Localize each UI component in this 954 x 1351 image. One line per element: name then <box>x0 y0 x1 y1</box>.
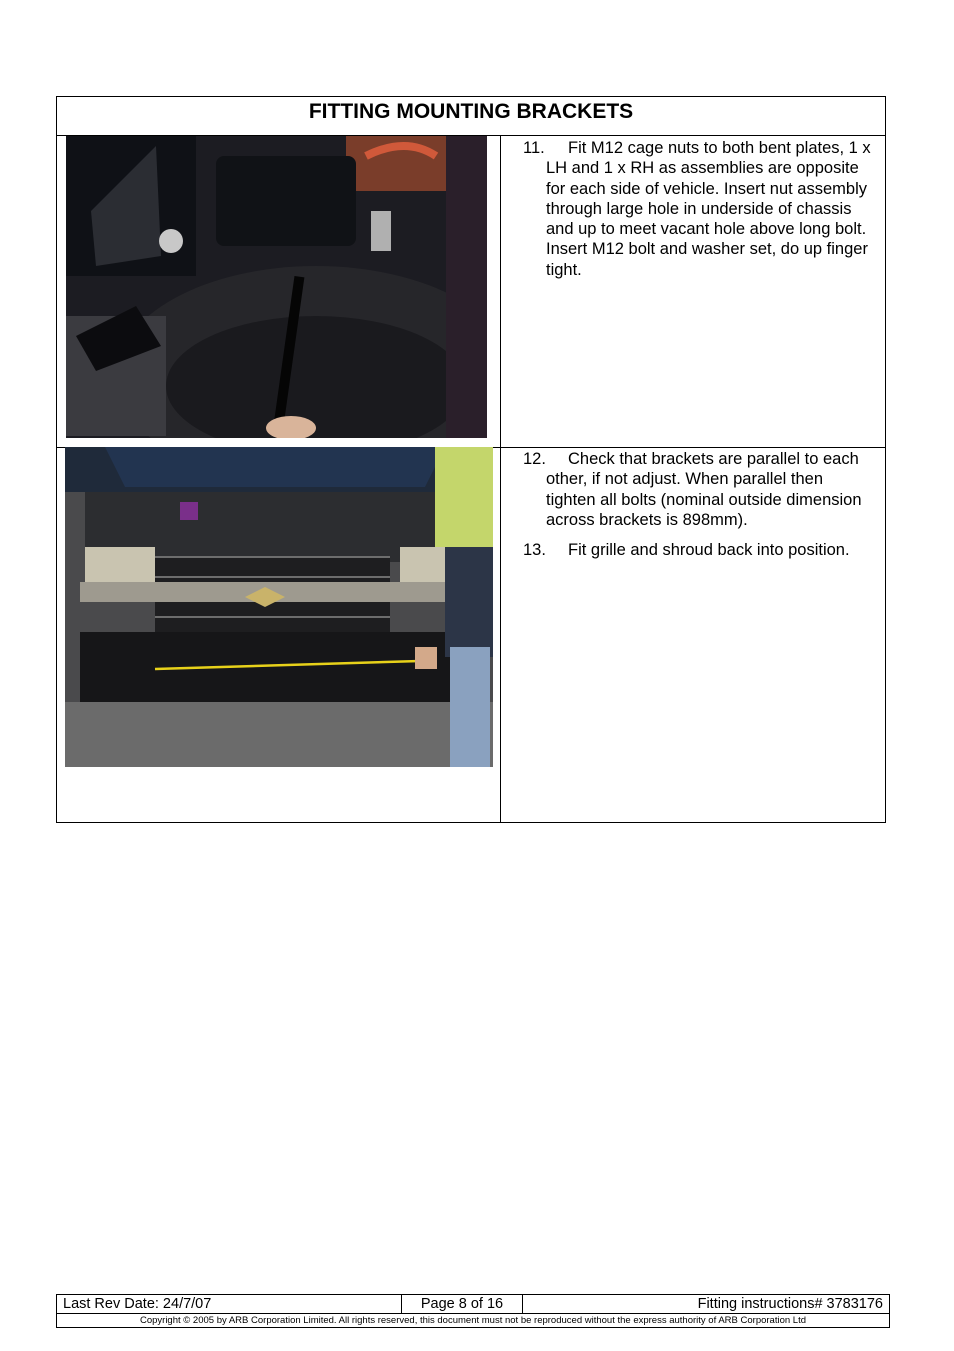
step-number: 11. <box>523 139 545 157</box>
instruction-number: Fitting instructions# 3783176 <box>697 1296 883 1312</box>
column-divider <box>500 136 501 823</box>
step-13 <box>523 540 873 560</box>
step-text: Check that brackets are parallel to each other, if not adjust. When parallel then tighten all bolts (nominal outside dimension across brackets is 898mm). <box>546 450 862 529</box>
step-number: 12. <box>523 450 546 468</box>
section-title: FITTING MOUNTING BRACKETS <box>57 97 885 136</box>
instruction-table <box>56 96 886 823</box>
page-footer <box>56 1294 890 1328</box>
footer-info-row <box>57 1295 889 1314</box>
steps-group-2 <box>523 449 873 570</box>
copyright-notice: Copyright © 2005 by ARB Corporation Limited. All rights reserved, this document must not be reproduced without the express authority of ARB Corporation Ltd <box>139 1315 807 1326</box>
step-12 <box>523 449 873 530</box>
page-number: Page 8 of 16 <box>401 1295 523 1313</box>
step-text: Fit grille and shroud back into position. <box>568 541 850 560</box>
photo-front-measure-image <box>65 447 493 767</box>
rev-date: Last Rev Date: 24/7/07 <box>63 1296 212 1312</box>
step-number: 13. <box>523 541 546 560</box>
step-11 <box>523 138 873 280</box>
photo-chassis-bracket <box>66 136 487 438</box>
step-text: Fit M12 cage nuts to both bent plates, 1 x LH and 1 x RH as assemblies are opposite for each side of vehicle. Insert nut assembly through large hole in underside of chassis and up to meet vacant hole above long bolt. Insert M12 bolt and washer set, do up finger tight. <box>546 139 871 279</box>
steps-group-1 <box>523 138 873 290</box>
photo-front-measure <box>65 447 493 767</box>
photo-chassis-bracket-image <box>66 136 487 438</box>
